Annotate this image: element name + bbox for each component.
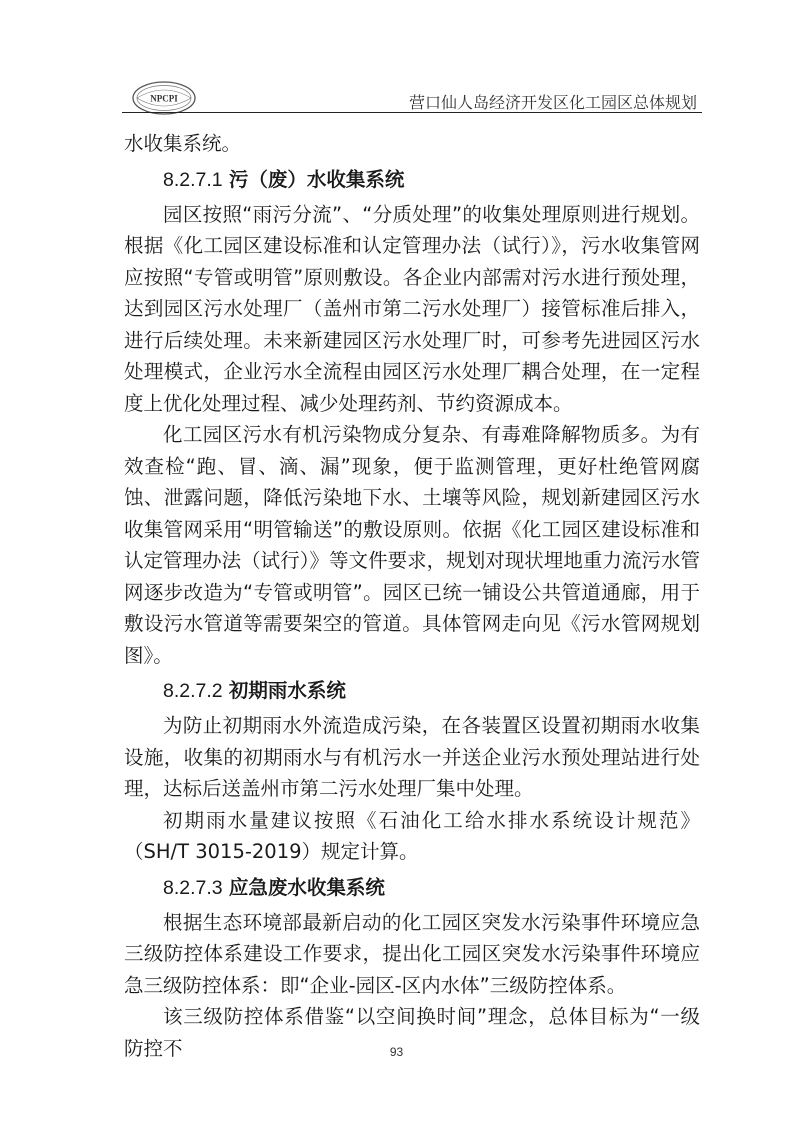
paragraph: 园区按照“雨污分流”、“分质处理”的收集处理原则进行规划。根据《化工园区建设标准和认定管理办法（试行）》，污水收集管网应按照“专管或明管”原则敷设。各企业内部需对污水进行预处理，达到园区污水处理厂（盖州市第二污水处理厂）接管标准后排入，进行后续处理。未来新建园区污水处理厂时，可参考先进园区污水处理模式，企业污水全流程由园区污水处理厂耦合处理，在一定程度上优化处理过程、减少处理药剂、节约资源成本。 [124,202,700,415]
section-heading-8-2-7-3 [124,871,700,905]
section-heading-8-2-7-1 [124,163,700,197]
paragraph-continuation: 水收集系统。 [124,132,242,155]
document-header-title: 营口仙人岛经济开发区化工园区总体规划 [408,93,697,112]
section-number: 8.2.7.2 [163,680,223,702]
header-divider [122,112,702,113]
paragraph: 为防止初期雨水外流造成污染，在各装置区设置初期雨水收集设施，收集的初期雨水与有机污水一并送企业污水预处理站进行处理，达标后送盖州市第二污水处理厂集中处理。 [124,714,700,800]
section-heading-8-2-7-2 [124,674,700,708]
paragraph: 初期雨水量建议按照《石油化工给水排水系统设计规范》（SH/T 3015-2019）规定计算。 [124,808,700,863]
section-number: 8.2.7.1 [163,168,223,191]
logo-text: NPCPI [150,93,178,104]
document-body [124,128,700,1064]
paragraph: 根据生态环境部最新启动的化工园区突发水污染事件环境应急三级防控体系建设工作要求，提出化工园区突发水污染事件环境应急三级防控体系：即“企业-园区-区内水体”三级防控体系。 [124,910,700,997]
paragraph: 该三级防控体系借鉴“以空间换时间”理念，总体目标为“一级防控不 [124,1005,700,1060]
section-title: 应急废水收集系统 [228,875,385,899]
paragraph: 化工园区污水有机污染物成分复杂、有毒难降解物质多。为有效查检“跑、冒、滴、漏”现象，便于监测管理，更好杜绝管网腐蚀、泄露问题，降低污染地下水、土壤等风险，规划新建园区污水收集管网采用“明管输送”的敷设原则。依据《化工园区建设标准和认定管理办法（试行）》等文件要求，规划对现状埋地重力流污水管网逐步改造为“专管或明管”。园区已统一铺设公共管道通廊，用于敷设污水管道等需要架空的管道。具体管网走向见《污水管网规划图》。 [124,423,700,667]
section-number: 8.2.7.3 [163,876,223,899]
section-title: 污（废）水收集系统 [228,167,405,191]
npcpi-logo [131,80,197,116]
section-title: 初期雨水系统 [228,679,346,702]
page-number: 93 [389,1045,404,1059]
